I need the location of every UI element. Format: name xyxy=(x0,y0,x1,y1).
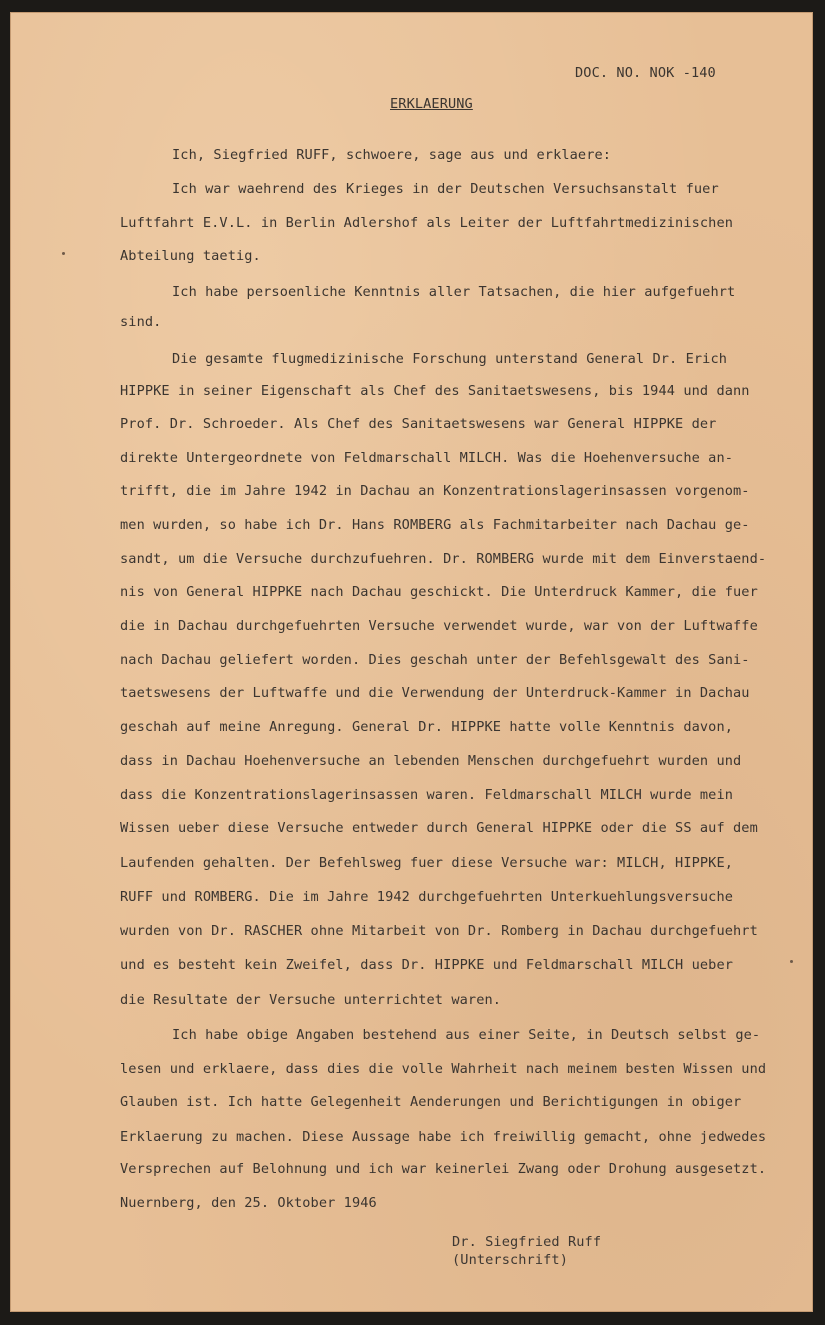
paper-speck xyxy=(790,960,793,963)
text-line: Nuernberg, den 25. Oktober 1946 xyxy=(120,1195,377,1211)
text-line: Ich war waehrend des Krieges in der Deutschen Versuchsanstalt fuer xyxy=(172,181,719,197)
text-line: HIPPKE in seiner Eigenschaft als Chef des Sanitaetswesens, bis 1944 und dann xyxy=(120,383,750,399)
text-line: die Resultate der Versuche unterrichtet waren. xyxy=(120,992,502,1008)
text-line: Wissen ueber diese Versuche entweder durch General HIPPKE oder die SS auf dem xyxy=(120,820,758,836)
text-line: sandt, um die Versuche durchzufuehren. Dr. ROMBERG wurde mit dem Einverstaend- xyxy=(120,551,767,567)
text-line: Ich habe obige Angaben bestehend aus einer Seite, in Deutsch selbst ge- xyxy=(172,1027,761,1043)
text-line: dass die Konzentrationslagerinsassen waren. Feldmarschall MILCH wurde mein xyxy=(120,787,734,803)
text-line: direkte Untergeordnete von Feldmarschall MILCH. Was die Hoehenversuche an- xyxy=(120,450,734,466)
text-line: Luftfahrt E.V.L. in Berlin Adlershof als Leiter der Luftfahrtmedizinischen xyxy=(120,215,734,231)
text-line: und es besteht kein Zweifel, dass Dr. HIPPKE und Feldmarschall MILCH ueber xyxy=(120,957,734,973)
text-line: Die gesamte flugmedizinische Forschung unterstand General Dr. Erich xyxy=(172,351,728,367)
text-line: taetswesens der Luftwaffe und die Verwendung der Unterdruck-Kammer in Dachau xyxy=(120,685,750,701)
document-title: ERKLAERUNG xyxy=(390,96,473,112)
text-line: RUFF und ROMBERG. Die im Jahre 1942 durchgefuehrten Unterkuehlungsversuche xyxy=(120,889,734,905)
document-number: DOC. NO. NOK -140 xyxy=(575,65,716,81)
text-line: Laufenden gehalten. Der Befehlsweg fuer diese Versuche war: MILCH, HIPPKE, xyxy=(120,855,734,871)
text-line: nis von General HIPPKE nach Dachau geschickt. Die Unterdruck Kammer, die fuer xyxy=(120,584,758,600)
text-line: lesen und erklaere, dass dies die volle Wahrheit nach meinem besten Wissen und xyxy=(120,1061,767,1077)
text-line: Ich, Siegfried RUFF, schwoere, sage aus und erklaere: xyxy=(172,147,612,163)
text-line: wurden von Dr. RASCHER ohne Mitarbeit von Dr. Romberg in Dachau durchgefuehrt xyxy=(120,923,758,939)
text-line: trifft, die im Jahre 1942 in Dachau an Konzentrationslagerinsassen vorgenom- xyxy=(120,483,750,499)
text-line: nach Dachau geliefert worden. Dies geschah unter der Befehlsgewalt des Sani- xyxy=(120,652,750,668)
text-line: men wurden, so habe ich Dr. Hans ROMBERG als Fachmitarbeiter nach Dachau ge- xyxy=(120,517,750,533)
text-line: Ich habe persoenliche Kenntnis aller Tatsachen, die hier aufgefuehrt xyxy=(172,284,736,300)
signature-caption: (Unterschrift) xyxy=(452,1252,568,1268)
signature-name: Dr. Siegfried Ruff xyxy=(452,1234,602,1250)
text-line: sind. xyxy=(120,314,162,330)
text-line: Prof. Dr. Schroeder. Als Chef des Sanitaetswesens war General HIPPKE der xyxy=(120,416,717,432)
text-line: Erklaerung zu machen. Diese Aussage habe ich freiwillig gemacht, ohne jedwedes xyxy=(120,1129,767,1145)
text-line: geschah auf meine Anregung. General Dr. HIPPKE hatte volle Kenntnis davon, xyxy=(120,719,734,735)
text-line: Versprechen auf Belohnung und ich war keinerlei Zwang oder Drohung ausgesetzt. xyxy=(120,1161,767,1177)
paper-speck xyxy=(62,252,65,255)
text-line: dass in Dachau Hoehenversuche an lebenden Menschen durchgefuehrt wurden und xyxy=(120,753,742,769)
text-line: Glauben ist. Ich hatte Gelegenheit Aenderungen und Berichtigungen in obiger xyxy=(120,1094,742,1110)
text-line: die in Dachau durchgefuehrten Versuche verwendet wurde, war von der Luftwaffe xyxy=(120,618,758,634)
text-line: Abteilung taetig. xyxy=(120,248,261,264)
